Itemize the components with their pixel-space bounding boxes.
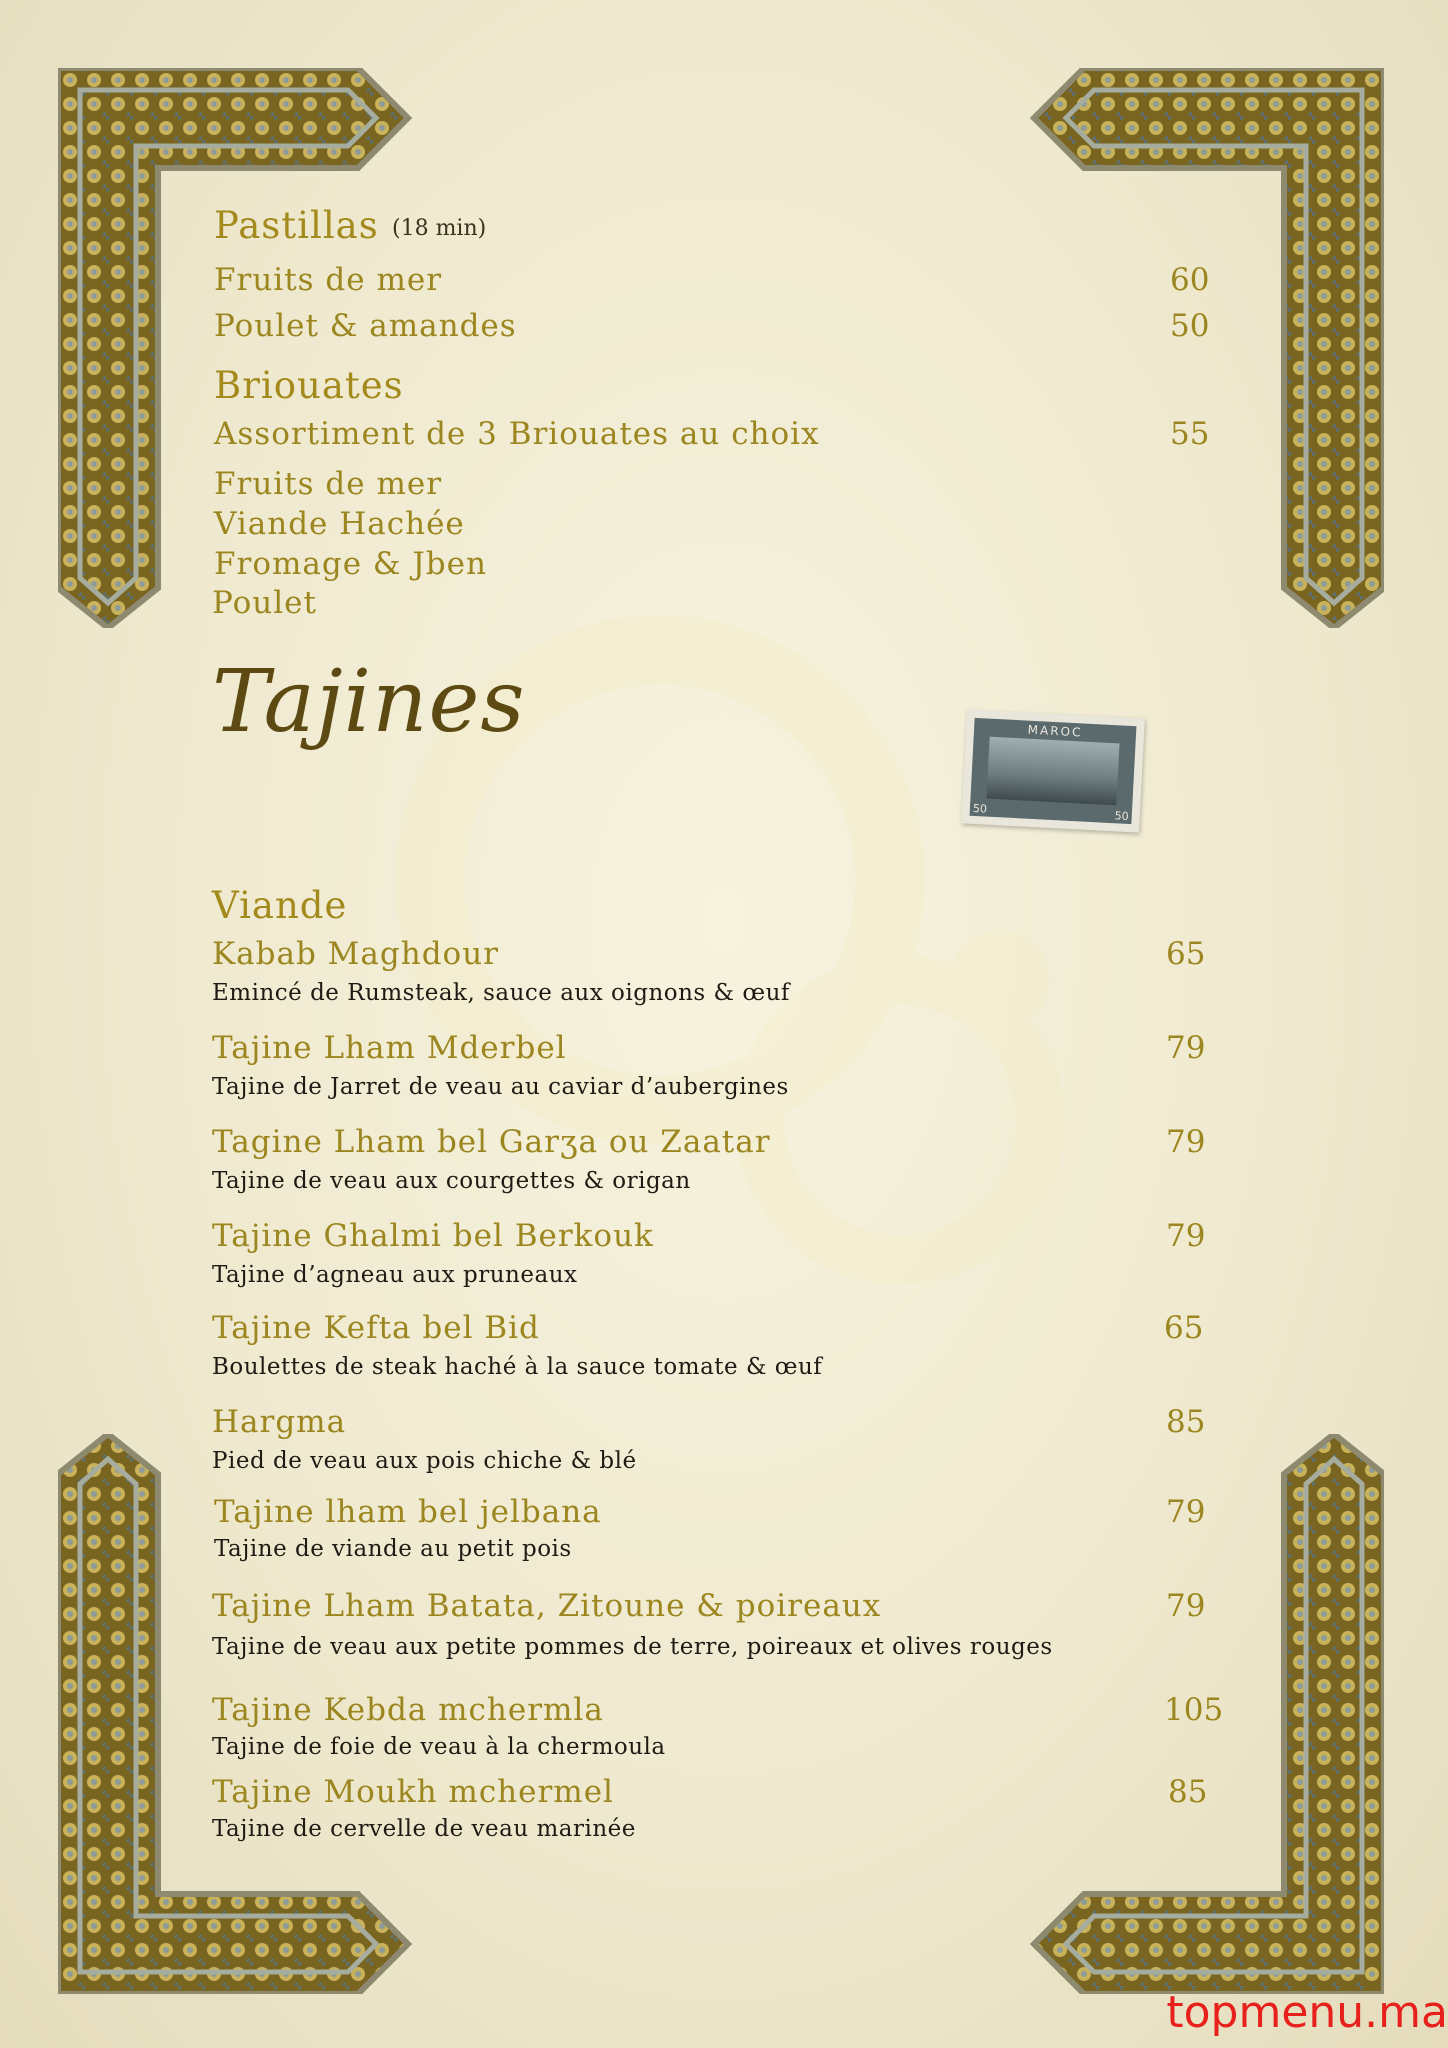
item-name: Kabab Maghdour [212, 936, 499, 972]
item-description: Tajine de veau aux petite pommes de terre, poireaux et olives rouges [212, 1634, 1053, 1660]
source-watermark: topmenu.ma [1166, 1987, 1448, 2038]
item-price: 79 [1166, 1218, 1206, 1254]
item-name: Tajine lham bel jelbana [214, 1494, 602, 1530]
item-description: Boulettes de steak haché à la sauce tomate & œuf [212, 1354, 823, 1380]
item-description: Tajine de veau aux courgettes & origan [212, 1168, 691, 1194]
item-price: 65 [1164, 1310, 1204, 1346]
choice-name: Fromage & Jben [214, 546, 487, 582]
item-description: Emincé de Rumsteak, sauce aux oignons & œuf [212, 980, 790, 1006]
item-price: 79 [1166, 1030, 1206, 1066]
item-name: Tajine Lham Mderbel [212, 1030, 567, 1066]
item-description: Tajine de cervelle de veau marinée [212, 1816, 636, 1842]
item-description: Tajine de viande au petit pois [214, 1536, 572, 1562]
tajines-title: Tajines [212, 652, 526, 752]
item-name: Tagine Lham bel Garʒa ou Zaatar [212, 1124, 771, 1160]
item-price: 105 [1164, 1692, 1224, 1728]
item-name: Fruits de mer [214, 262, 443, 298]
item-price: 85 [1166, 1404, 1206, 1440]
item-price: 65 [1166, 936, 1206, 972]
stamp-value-left: 50 [972, 801, 988, 816]
briouates-title: Briouates [214, 364, 404, 407]
pastillas-time-note: (18 min) [392, 216, 487, 241]
item-price: 50 [1170, 308, 1210, 344]
choice-name: Fruits de mer [214, 466, 443, 502]
item-description: Tajine de Jarret de veau au caviar d’aubergines [212, 1074, 789, 1100]
stamp-picture [986, 737, 1119, 806]
item-name: Assortiment de 3 Briouates au choix [214, 416, 820, 452]
item-description: Tajine d’agneau aux pruneaux [212, 1262, 578, 1288]
item-name: Poulet & amandes [214, 308, 517, 344]
ornamental-corner-top-left-icon [58, 68, 418, 628]
postage-stamp-icon [961, 709, 1145, 832]
item-price: 60 [1170, 262, 1210, 298]
item-price: 79 [1166, 1588, 1206, 1624]
item-description: Pied de veau aux pois chiche & blé [212, 1448, 637, 1474]
choice-name: Poulet [212, 585, 317, 621]
item-price: 79 [1166, 1494, 1206, 1530]
stamp-frame [970, 718, 1137, 824]
item-name: Tajine Lham Batata, Zitoune & poireaux [212, 1588, 882, 1624]
item-name: Tajine Moukh mchermel [212, 1774, 614, 1810]
item-name: Tajine Kefta bel Bid [212, 1310, 540, 1346]
stamp-value-right: 50 [1114, 809, 1130, 824]
item-price: 85 [1168, 1774, 1208, 1810]
item-price: 55 [1170, 416, 1210, 452]
item-price: 79 [1166, 1124, 1206, 1160]
pastillas-title: Pastillas [214, 204, 379, 247]
stamp-label: MAROC [1027, 722, 1083, 740]
item-description: Tajine de foie de veau à la chermoula [212, 1734, 666, 1760]
item-name: Tajine Ghalmi bel Berkouk [212, 1218, 654, 1254]
item-name: Tajine Kebda mchermla [212, 1692, 604, 1728]
item-name: Hargma [212, 1404, 347, 1440]
viande-title: Viande [212, 884, 348, 927]
choice-name: Viande Hachée [214, 506, 465, 542]
ornamental-corner-top-right-icon [1024, 68, 1384, 628]
